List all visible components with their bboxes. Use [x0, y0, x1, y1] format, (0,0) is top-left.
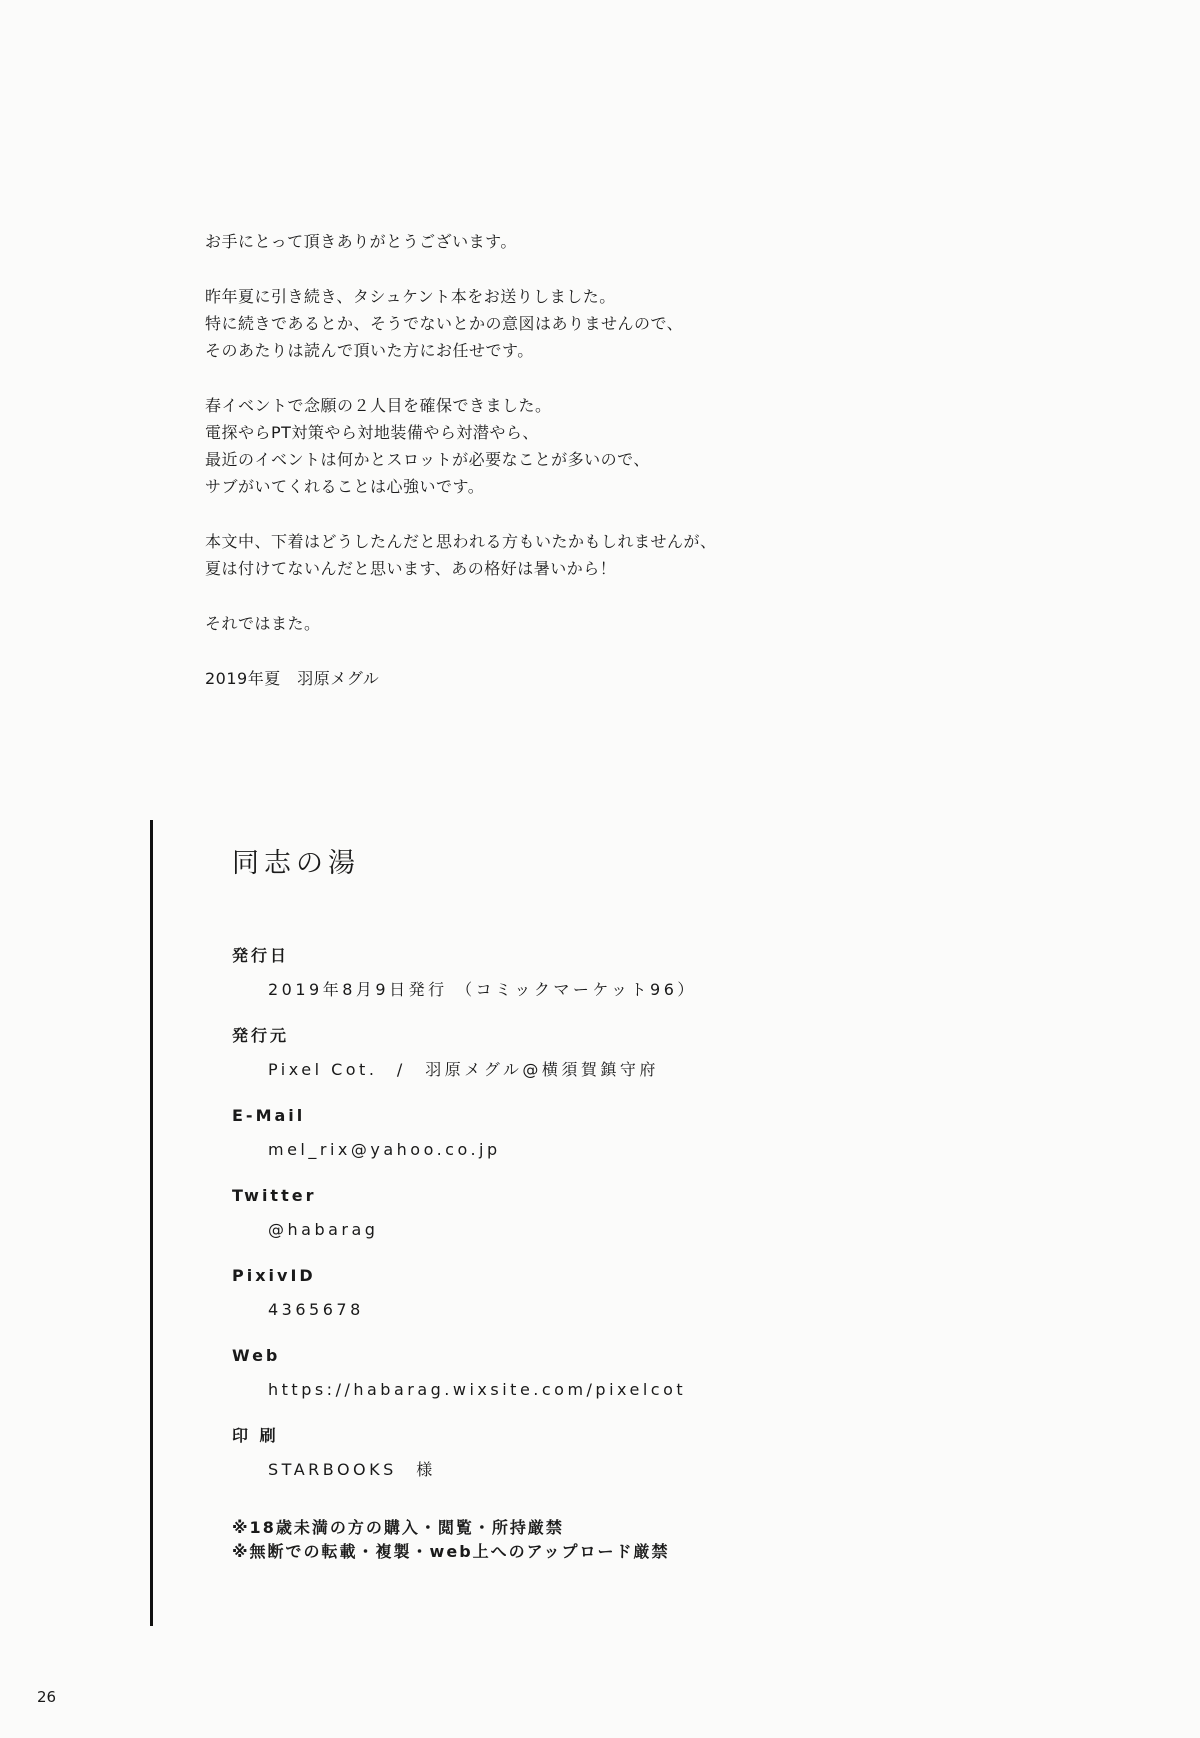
- afterword-line: それではまた。: [205, 614, 321, 633]
- afterword: [205, 228, 1005, 720]
- afterword-paragraph: [205, 528, 1005, 582]
- afterword-line: 本文中、下着はどうしたんだと思われる方もいたかもしれませんが、: [205, 532, 717, 551]
- afterword-line: 最近のイベントは何かとスロットが必要なことが多いので、: [205, 450, 650, 469]
- colophon-field-pixiv-id: [232, 1265, 1032, 1345]
- field-label: 発行元: [232, 1026, 290, 1045]
- colophon-field-twitter: [232, 1185, 1032, 1265]
- colophon: [232, 844, 1032, 1564]
- notice-line: ※無断での転載・複製・web上へのアップロード厳禁: [232, 1542, 670, 1561]
- field-label: 発行日: [232, 946, 290, 965]
- notice-line: ※18歳未満の方の購入・閲覧・所持厳禁: [232, 1518, 564, 1537]
- afterword-paragraph: [205, 610, 1005, 637]
- field-value: STARBOOKS 様: [268, 1460, 436, 1479]
- legal-notice: [232, 1516, 1032, 1564]
- book-title: 同志の湯: [232, 848, 360, 879]
- field-value: @habarag: [268, 1220, 379, 1239]
- field-label: E-Mail: [232, 1106, 306, 1125]
- field-value: Pixel Cot. / 羽原メグル@横須賀鎮守府: [268, 1060, 659, 1079]
- field-value: mel_rix@yahoo.co.jp: [268, 1140, 501, 1159]
- afterword-line: 電探やらPT対策やら対地装備やら対潜やら、: [205, 423, 539, 442]
- field-label: Twitter: [232, 1186, 317, 1205]
- colophon-field-publisher: [232, 1025, 1032, 1105]
- field-label: Web: [232, 1346, 281, 1365]
- field-value: 2019年8月9日発行 （コミックマーケット96）: [268, 980, 697, 999]
- colophon-field-printer: [232, 1425, 1032, 1505]
- afterword-line: 特に続きであるとか、そうでないとかの意図はありませんので、: [205, 314, 684, 333]
- afterword-line: サブがいてくれることは心強いです。: [205, 477, 485, 496]
- page-number: 26: [37, 1688, 57, 1706]
- colophon-field-email: [232, 1105, 1032, 1185]
- afterword-paragraph: [205, 283, 1005, 364]
- afterword-line: 春イベントで念願の２人目を確保できました。: [205, 396, 552, 415]
- afterword-line: 夏は付けてないんだと思います、あの格好は暑いから！: [205, 559, 617, 578]
- field-label: PixivID: [232, 1266, 316, 1285]
- afterword-paragraph: [205, 228, 1005, 255]
- colophon-field-web: [232, 1345, 1032, 1425]
- afterword-signature: [205, 665, 1005, 692]
- afterword-line: 昨年夏に引き続き、タシュケント本をお送りしました。: [205, 287, 616, 306]
- field-value: https://habarag.wixsite.com/pixelcot: [268, 1380, 687, 1399]
- colophon-divider-bar: [150, 820, 153, 1626]
- field-value: 4365678: [268, 1300, 364, 1319]
- afterword-paragraph: [205, 392, 1005, 500]
- colophon-field-publish-date: [232, 945, 1032, 1025]
- afterword-line: そのあたりは読んで頂いた方にお任せです。: [205, 341, 534, 360]
- afterword-line: お手にとって頂きありがとうございます。: [205, 232, 517, 251]
- field-label: 印 刷: [232, 1426, 279, 1445]
- afterword-line: 2019年夏 羽原メグル: [205, 669, 380, 688]
